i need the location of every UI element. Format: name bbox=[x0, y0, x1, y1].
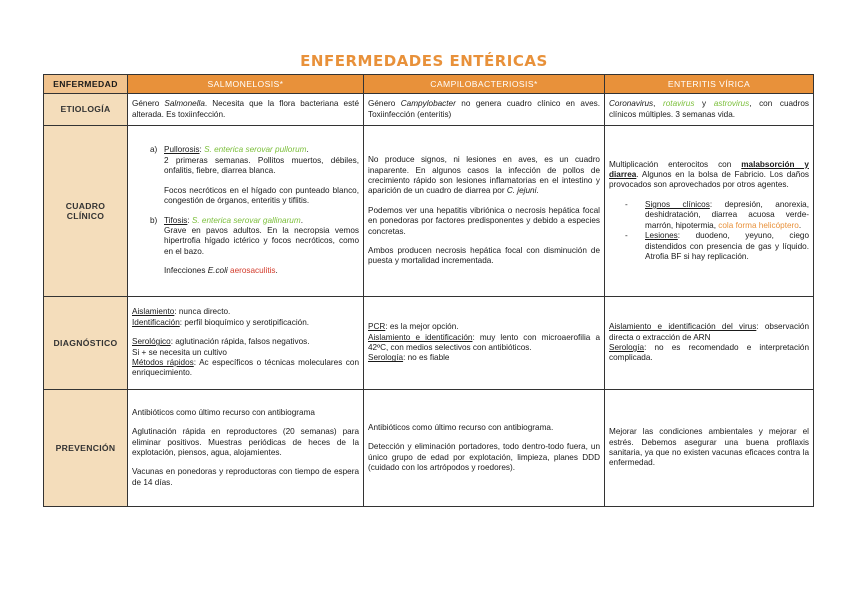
cell-diagnostico-salmonelosis: Aislamiento: nunca directo. Identificación: perfil bioquímico y serotipificación. Serológico: aglutinación rápida, falsos negativos. Si + se necesita un cultivo Métodos rápidos: Ac específicos o técnicas moleculares con enriquecimiento. bbox=[128, 297, 364, 390]
row-diagnostico bbox=[44, 297, 814, 390]
row-prevencion bbox=[44, 390, 814, 507]
cell-etiologia-salmonelosis: Género Salmonella. Necesita que la flora bacteriana esté alterada. Es toxiinfección. bbox=[128, 94, 364, 126]
header-row bbox=[44, 75, 814, 94]
row-cuadro-clinico bbox=[44, 126, 814, 297]
header-enfermedad: ENFERMEDAD bbox=[44, 75, 128, 94]
row-label-prevencion: PREVENCIÓN bbox=[44, 390, 128, 507]
cell-diagnostico-campilobacteriosis: PCR: es la mejor opción. Aislamiento e identificación: muy lento con microaerofilia a 42ºC, con medios selectivos con antibióticos. Serología: no es fiable bbox=[364, 297, 605, 390]
cell-etiologia-campilobacteriosis: Género Campylobacter no genera cuadro clínico en aves. Toxiinfección (enteritis) bbox=[364, 94, 605, 126]
cell-cuadro-salmonelosis: a) Pullorosis: S. enterica serovar pullorum. 2 primeras semanas. Pollitos muertos, débiles, onfalitis, fiebre, diarrea blanca. Focos necróticos en el hígado con punteado blanco, congestión de órganos, enteritis y tiflitis. b) Tifosis: S. enterica serovar gallinarum. Grave en pavos adultos. En la necropsia vemos hipertrofia hígado ictérico y focos necróticos, como en el bazo. Infecciones E.coli aerosaculitis. bbox=[128, 126, 364, 297]
cell-prevencion-enteritis: Mejorar las condiciones ambientales y mejorar el estrés. Debemos asegurar una buena profilaxis sanitaria, ya que no existen vacunas eficaces contra la enfermedad. bbox=[605, 390, 814, 507]
cell-prevencion-salmonelosis: Antibióticos como último recurso con antibiograma Aglutinación rápida en reproductores (20 semanas) para eliminar positivos. Muestras periódicas de heces de la explotación, piensos, agua, alojamientes. Vacunas en ponedoras y reproductoras con tiempo de espera de 14 días. bbox=[128, 390, 364, 507]
cell-etiologia-enteritis: Coronavirus, rotavirus y astrovirus, con cuadros clínicos múltiples. 3 semanas vida. bbox=[605, 94, 814, 126]
list-item: - Lesiones: duodeno, yeyuno, ciego distendidos con presencia de gas y líquido. Atrofia BF si hay replicación. bbox=[625, 231, 809, 261]
row-etiologia bbox=[44, 94, 814, 126]
cell-diagnostico-enteritis: Aislamiento e identificación del virus: observación directa o extracción de ARN Serología: no es recomendado e interpretación complicada. bbox=[605, 297, 814, 390]
header-campilobacteriosis: CAMPILOBACTERIOSIS* bbox=[364, 75, 605, 94]
header-salmonelosis: SALMONELOSIS* bbox=[128, 75, 364, 94]
list-item: - Signos clínicos: depresión, anorexia, deshidratación, diarrea acuosa verde-marrón, hipotermia, cola forma helicóptero. bbox=[625, 199, 809, 230]
row-label-etiologia: ETIOLOGÍA bbox=[44, 94, 128, 126]
cell-cuadro-campilobacteriosis: No produce signos, ni lesiones en aves, es un cuadro inaparente. En algunos casos la infección de pollos de crecimiento rápido son lesiones inflamatorias en el intestino y aparición de un cuadro de diarrea por C. jejuni. Podemos ver una hepatitis vibriónica o necrosis hepática focal en ponedoras por factores predisponentes y debido a especies concretas. Ambos producen necrosis hepática focal con disminución de puesta y mortalidad incrementada. bbox=[364, 126, 605, 297]
cell-prevencion-campilobacteriosis: Antibióticos como último recurso con antibiograma. Detección y eliminación portadores, todo dentro-todo fuera, un único grupo de edad por explotación, limpieza, planes DDD (cuidado con los artrópodos y roedores). bbox=[364, 390, 605, 507]
page-title: ENFERMEDADES ENTÉRICAS bbox=[300, 52, 548, 70]
header-enteritis-virica: ENTERITIS VÍRICA bbox=[605, 75, 814, 94]
list-item: b) Tifosis: S. enterica serovar gallinarum. Grave en pavos adultos. En la necropsia vemos hipertrofia hígado ictérico y focos necróticos, como en el bazo. bbox=[150, 215, 359, 256]
cell-cuadro-enteritis: Multiplicación enterocitos con malabsorción y diarrea. Algunos en la bolsa de Fabricio. Los daños provocados son aprovechados por otros agentes. - Signos clínicos: depresión, anorexia, deshidratación, diarrea acuosa verde-marrón, hipotermia, cola forma helicóptero. - Lesiones: duodeno, yeyuno, ciego distendidos con presencia de gas y líquido. Atrofia BF si hay replicación. bbox=[605, 126, 814, 297]
row-label-cuadro-clinico: CUADRO CLÍNICO bbox=[44, 126, 128, 297]
enteric-diseases-table bbox=[43, 74, 814, 507]
list-item: a) Pullorosis: S. enterica serovar pullorum. 2 primeras semanas. Pollitos muertos, débiles, onfalitis, fiebre, diarrea blanca. bbox=[150, 145, 359, 176]
row-label-diagnostico: DIAGNÓSTICO bbox=[44, 297, 128, 390]
